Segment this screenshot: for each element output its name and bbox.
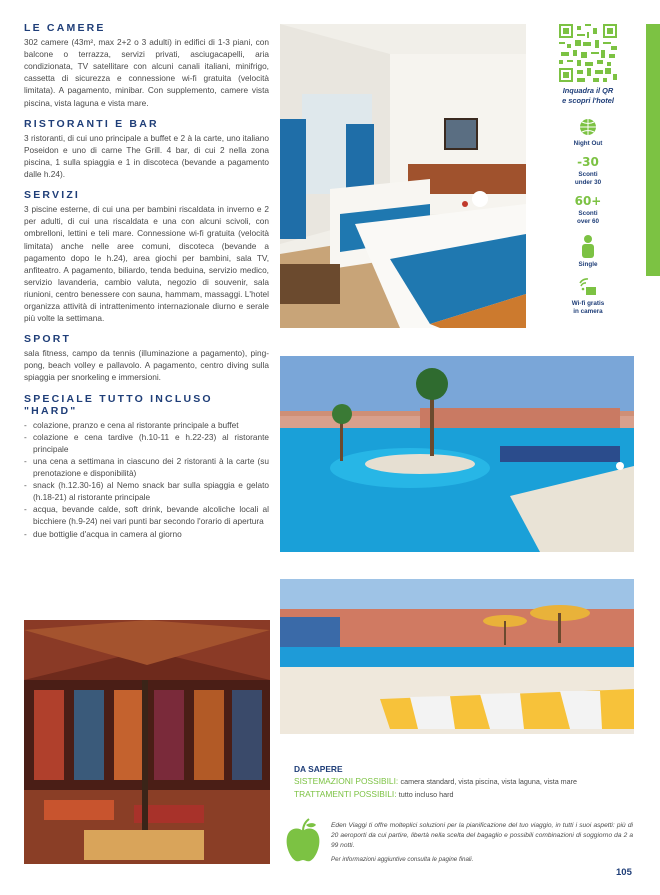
info-sistemazioni (294, 775, 634, 788)
speciale-list (24, 419, 269, 540)
feature-label-line: Sconti (578, 210, 598, 218)
section-title-camere: LE CAMERE (24, 22, 106, 34)
feature-label: Single (578, 261, 598, 269)
feature-label (577, 210, 599, 225)
qr-caption (553, 86, 623, 106)
section-body-servizi: 3 piscine esterne, di cui una per bambini riscaldata in inverno e 2 per adulti, di cui una riscaldata e una con alcuni scivoli, con ombrelloni, lettini e teli mare. Connessione wi-fi gratuita (velocità limitata) anche nelle aree comuni, discoteca (bevande a pagamento dopo le h.24), area giochi per bambini, sala TV, anfiteatro. A pagamento, biliardo, tenda beduina, servizio medico, servizio lavanderia, cambio valuta, negozio di souvenir, sala riunioni, centro benessere con sauna, hammam, massaggi. L'hotel organizza attività di intrattenimento internazionale diurno e serale più volte la settimana. (24, 204, 269, 324)
feature-under-30 (553, 155, 623, 186)
feature-night-out (553, 116, 623, 147)
bedouin-tent-photo (24, 620, 270, 864)
info-value: tutto incluso hard (398, 790, 454, 799)
beach-photo (280, 579, 634, 734)
disco-ball-icon (575, 116, 601, 138)
page-edge-bar (646, 24, 660, 276)
list-item: - colazione e cena tardive (h.10-11 e h.22-23) al ristorante principale (24, 431, 269, 455)
info-trattamenti (294, 788, 634, 801)
info-title: DA SAPERE (294, 764, 343, 774)
discount-over60-icon: 60+ (574, 194, 602, 209)
eden-note: Per informazioni aggiuntive consulta le pagine finali. (331, 856, 474, 863)
qr-code[interactable] (559, 24, 617, 82)
list-item: - acqua, bevande calde, soft drink, bevande alcoliche locali al bicchiere (h.9-24) nei vari punti bar secondo l'orario di apertura (24, 503, 269, 527)
section-title-speciale: SPECIALE TUTTO INCLUSO "HARD" (24, 392, 213, 417)
section-body-sport: sala fitness, campo da tennis (illuminazione a pagamento), ping-pong, beach volley e pallavolo. A pagamento, centro diving sulla spiaggia per snorkeling e immersioni. (24, 348, 269, 383)
feature-over-60 (553, 194, 623, 225)
discount-under30-icon: -30 (577, 155, 599, 170)
feature-wifi (553, 276, 623, 315)
sidebar-features (553, 24, 623, 315)
info-label: TRATTAMENTI POSSIBILI: (294, 789, 397, 799)
feature-label-line: under 30 (574, 178, 602, 186)
section-body-ristoranti: 3 ristoranti, di cui uno principale a buffet e 2 à la carte, uno italiano Poseidon e uno di carne The Grill. 4 bar, di cui 2 nella zona piscina, 1 sulla spiaggia e 1 in discoteca (bevande a pagamento dalle h.24). (24, 132, 269, 180)
info-box (294, 763, 634, 801)
qr-caption-line-1: Inquadra il QR (562, 86, 614, 95)
section-body-camere: 302 camere (43m², max 2+2 o 3 adulti) in edifici di 1-3 piani, con balcone o terrazza, servizi privati, asciugacapelli, aria condizionata, TV satellitare con alcuni canali italiani, minifrigo, cassetta di sicurezza e connessione wi-fi gratuita (velocità limitata). A pagamento, minibar. Con supplemento, camere vista piscina, vista laguna e vista mare. (24, 37, 269, 108)
page-number: 105 (616, 867, 632, 878)
list-item: - colazione, pranzo e cena al ristorante principale a buffet (24, 419, 269, 431)
feature-label-line: in camera (573, 307, 603, 315)
feature-label (572, 300, 604, 315)
list-item: - snack (h.12.30-16) al Nemo snack bar sulla spiaggia e gelato (h.18-21) al ristorante principale (24, 479, 269, 503)
section-title-sport: SPORT (24, 333, 72, 346)
pool-photo (280, 356, 634, 552)
list-item: - una cena a settimana in ciascuno dei 2 ristoranti à la carte (su prenotazione e disponibilità) (24, 455, 269, 479)
section-title-ristoranti: RISTORANTI E BAR (24, 117, 159, 130)
feature-label (575, 171, 601, 186)
description-column (24, 22, 269, 540)
feature-single (553, 233, 623, 268)
wifi-icon (575, 276, 601, 298)
person-icon (575, 233, 601, 259)
apple-logo-icon (284, 817, 322, 865)
qr-caption-line-2: e scopri l'hotel (562, 96, 614, 105)
feature-label: Night Out (573, 140, 603, 147)
room-photo (280, 24, 526, 328)
info-label: SISTEMAZIONI POSSIBILI: (294, 776, 399, 786)
info-value: camera standard, vista piscina, vista laguna, vista mare (400, 777, 578, 786)
list-item: - due bottiglie d'acqua in camera al giorno (24, 528, 269, 540)
feature-label-line: Wi-fi gratis (571, 300, 605, 308)
feature-label-line: Sconti (578, 171, 598, 179)
section-title-servizi: SERVIZI (24, 189, 81, 202)
feature-label-line: over 60 (576, 217, 600, 225)
eden-description: Eden Viaggi ti offre molteplici soluzioni per la pianificazione del tuo viaggio, in tutti i suoi aspetti: più di 20 aeroporti da cui partire, libertà nella scelta del bagaglio e possibili combinazioni di soggiorno da 2 a 99 notti. (331, 822, 633, 850)
